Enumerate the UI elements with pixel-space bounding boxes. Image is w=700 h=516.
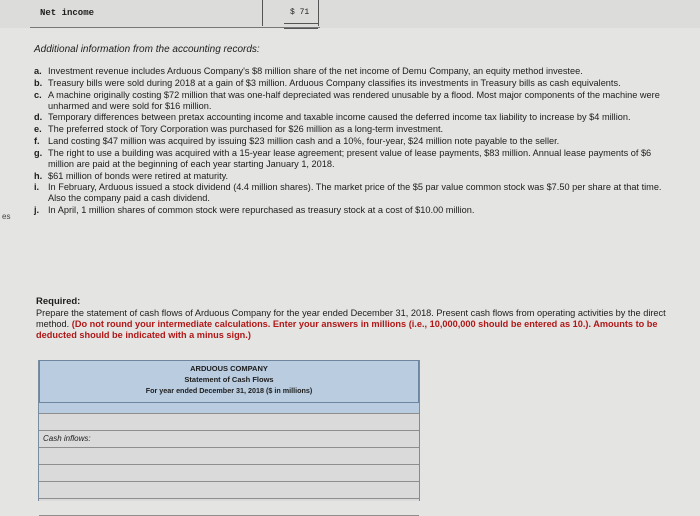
item-letter: j. — [34, 205, 40, 216]
list-item — [34, 112, 674, 123]
margin-fragment: es — [2, 212, 11, 221]
item-text: In April, 1 million shares of common stock were repurchased as treasury stock at a cost of $10.00 million. — [48, 205, 475, 216]
item-letter: c. — [34, 89, 42, 100]
required-note: (Do not round your intermediate calculations. Enter your answers in millions (i.e., 10,000,000 should be entered as 10.). Amounts to be deducted should be indicated with a minus sign.) — [36, 319, 658, 340]
item-text: The right to use a building was acquired with a 15-year lease agreement; present value of lease payments, $83 million. Annual lease payments of $6 million are paid at the beginning of each year starting January 1, 2018. — [48, 147, 652, 169]
cash-inflows-label: Cash inflows: — [39, 431, 419, 448]
info-list — [34, 66, 674, 217]
item-letter: b. — [34, 77, 43, 88]
item-text: In February, Arduous issued a stock dividend (4.4 million shares). The market price of the $5 par value common stock was $7.50 per share at that time. Also the company paid a cash dividend. — [48, 182, 662, 204]
company-name: ARDUOUS COMPANY — [190, 364, 268, 373]
table-row[interactable] — [39, 482, 419, 499]
item-letter: i. — [34, 182, 40, 193]
list-item — [34, 205, 674, 216]
item-text: Temporary differences between pretax accounting income and taxable income caused the deferred income tax liability to increase by $4 million. — [48, 112, 631, 123]
item-letter: f. — [34, 135, 40, 146]
item-letter: e. — [34, 124, 42, 135]
list-item — [34, 182, 674, 204]
net-income-label: Net income — [40, 8, 95, 18]
statement-header — [39, 360, 419, 403]
item-letter: d. — [34, 112, 43, 123]
list-item — [34, 78, 674, 89]
item-letter: h. — [34, 170, 43, 181]
table-row[interactable] — [39, 499, 419, 516]
list-item — [34, 90, 674, 112]
table-row — [39, 403, 419, 414]
column-divider — [318, 0, 319, 26]
item-letter: a. — [34, 66, 42, 76]
cash-flow-statement — [38, 360, 420, 501]
table-row[interactable] — [39, 465, 419, 482]
required-title: Required: — [36, 296, 81, 307]
list-item — [34, 66, 674, 77]
item-text: $61 million of bonds were retired at maturity. — [48, 170, 229, 181]
additional-info-heading: Additional information from the accounting records: — [34, 44, 260, 55]
table-row[interactable] — [39, 414, 419, 431]
statement-period: For year ended December 31, 2018 ($ in millions) — [145, 386, 313, 395]
item-letter: g. — [34, 147, 43, 158]
table-row[interactable] — [39, 448, 419, 465]
list-item — [34, 124, 674, 135]
required-text — [36, 308, 666, 341]
double-underline — [284, 23, 318, 29]
item-text: Investment revenue includes Arduous Company's $8 million share of the net income of Demu Company, an equity method investee. — [48, 66, 583, 76]
column-divider — [262, 0, 263, 26]
item-text: Land costing $47 million was acquired by issuing $23 million cash and a 10%, four-year, $24 million note payable to the seller. — [48, 135, 560, 146]
top-strip — [0, 0, 700, 28]
net-income-value: $ 71 — [290, 8, 310, 17]
list-item — [34, 171, 674, 182]
item-text: Treasury bills were sold during 2018 at a gain of $3 million. Arduous Company classifies its investments in Treasury bills as cash equivalents. — [48, 77, 621, 88]
item-text: The preferred stock of Tory Corporation was purchased for $26 million as a long-term investment. — [48, 124, 444, 135]
list-item — [34, 148, 674, 170]
list-item — [34, 136, 674, 147]
item-text: A machine originally costing $72 million that was one-half depreciated was rendered unusable by a flood. Most major components of the machine were unharmed and were sold for $16 million. — [48, 89, 660, 111]
divider — [30, 27, 320, 28]
statement-title: Statement of Cash Flows — [184, 375, 274, 384]
required-instructions: Prepare the statement of cash flows of Arduous Company for the year ended December 31, 2018. Present cash flows from operating activities by the direct method. — [36, 308, 666, 329]
